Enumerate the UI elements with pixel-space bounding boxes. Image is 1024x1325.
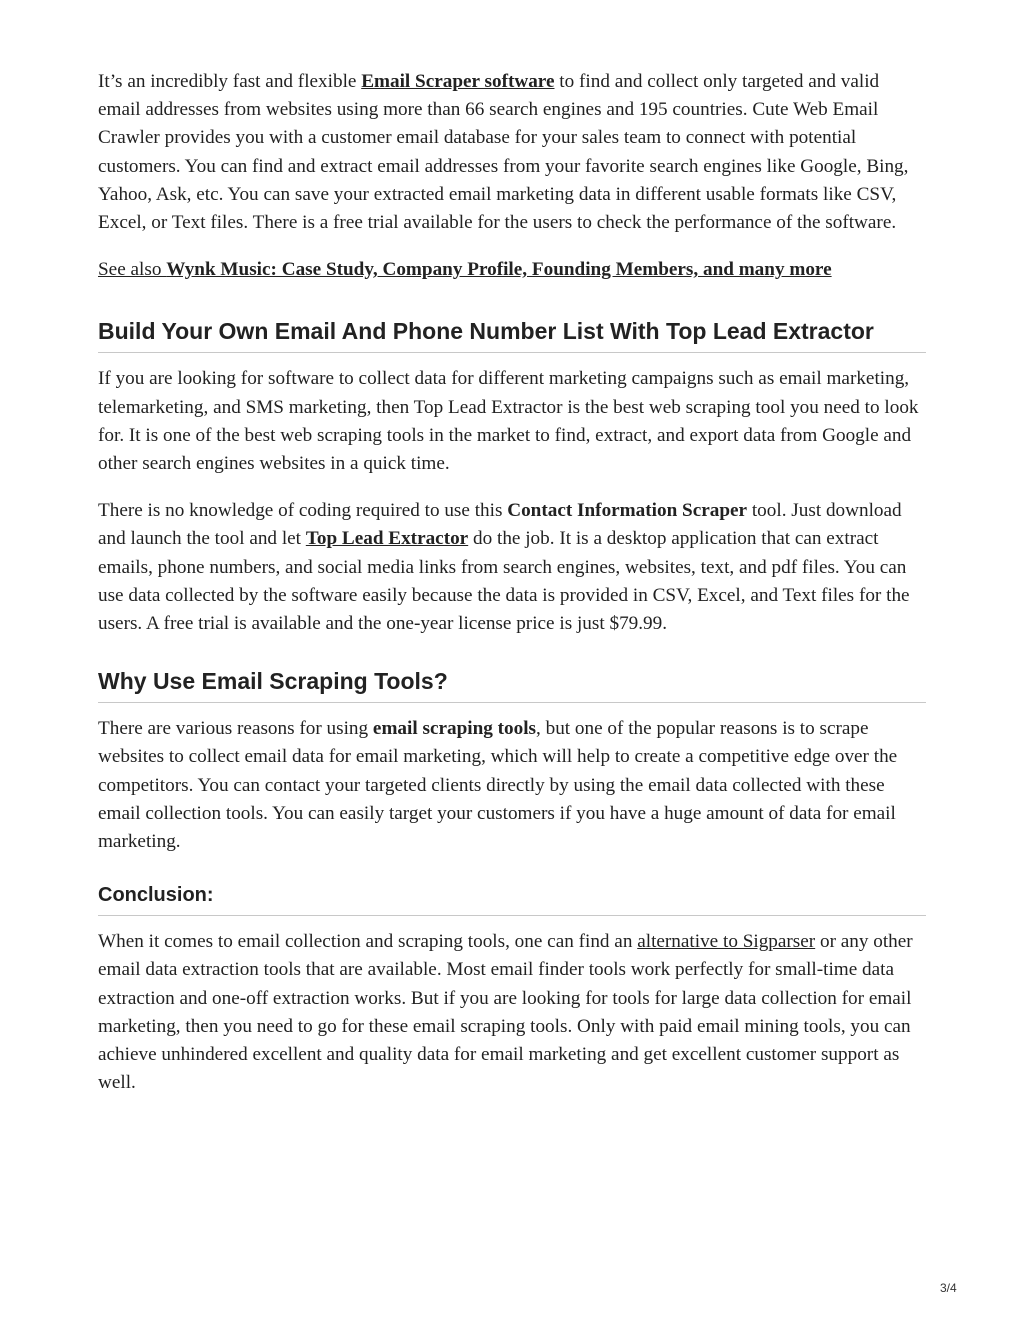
build-p2-text-2: tool. Just download and launch the tool and let — [98, 500, 902, 550]
build-list-heading: Build Your Own Email And Phone Number List With Top Lead Extractor — [98, 316, 926, 353]
why-use-paragraph — [98, 715, 926, 856]
email-scraper-software-link[interactable]: Email Scraper software — [361, 71, 555, 92]
conclusion-heading: Conclusion: — [98, 882, 926, 916]
intro-paragraph — [98, 68, 926, 237]
why-text-1: There are various reasons for using — [98, 718, 373, 740]
build-list-paragraph-1: If you are looking for software to collect data for different marketing campaigns such as email marketing, telemarketing, and SMS marketing, then Top Lead Extractor is the best web scraping tool you need to look for. It is one of the best web scraping tools in the market to find, extract, and export data from Google and other search engines websites in a quick time. — [98, 368, 919, 475]
page-number: 3/4 — [940, 1281, 957, 1295]
build-p2-text-3: do the job. It is a desktop application that can extract emails, phone numbers, and social media links from search engines, websites, text, and pdf files. You can use data collected by the software easily because the data is provided in CSV, Excel, and Text files for the users. A free trial is available and the one-year license price is just $79.99. — [98, 528, 910, 635]
why-text-2: , but one of the popular reasons is to scrape websites to collect email data for email marketing, which will help to create a competitive edge over the competitors. You can contact your targeted clients directly by using the email data collected with these email collection tools. You can easily target your customers if you have a huge amount of data for email marketing. — [98, 718, 898, 853]
conclusion-text-1: When it comes to email collection and scraping tools, one can find an — [98, 931, 638, 953]
build-list-paragraph-2 — [98, 497, 926, 638]
build-p2-text-1: There is no knowledge of coding required to use this — [98, 500, 508, 522]
conclusion-text-2: or any other email data extraction tools that are available. Most email finder tools work perfectly for small-time data extraction and one-off extraction works. But if you are looking for tools for large data collection for email marketing, then you need to go for these email scraping tools. Only with paid email mining tools, you can achieve unhindered excellent and quality data for email marketing and get excellent customer support as well. — [98, 931, 913, 1094]
conclusion-paragraph — [98, 928, 926, 1097]
email-scraping-tools-bold: email scraping tools — [372, 718, 537, 740]
intro-text-1: It’s an incredibly fast and flexible — [98, 71, 362, 92]
see-also-link[interactable] — [98, 259, 832, 280]
contact-information-scraper-bold: Contact Information Scraper — [507, 500, 748, 522]
article-body — [98, 68, 926, 1116]
see-also-title: Wynk Music: Case Study, Company Profile, Founding Members, and many more — [166, 259, 832, 281]
intro-text-2: to find and collect only targeted and valid email addresses from websites using more than 66 search engines and 195 countries. Cute Web Email Crawler provides you with a customer email database for your sales team to connect with potential customers. You can find and extract email addresses from your favorite search engines like Google, Bing, Yahoo, Ask, etc. You can save your extracted email marketing data in different usable formats like CSV, Excel, or Text files. There is a free trial available for the users to check the performance of the software. — [98, 71, 909, 234]
see-also-line — [98, 256, 926, 284]
alternative-to-sigparser-link[interactable]: alternative to Sigparser — [637, 931, 816, 953]
why-use-heading: Why Use Email Scraping Tools? — [98, 666, 926, 703]
see-also-prefix: See also — [98, 259, 167, 281]
top-lead-extractor-link[interactable]: Top Lead Extractor — [305, 528, 469, 550]
